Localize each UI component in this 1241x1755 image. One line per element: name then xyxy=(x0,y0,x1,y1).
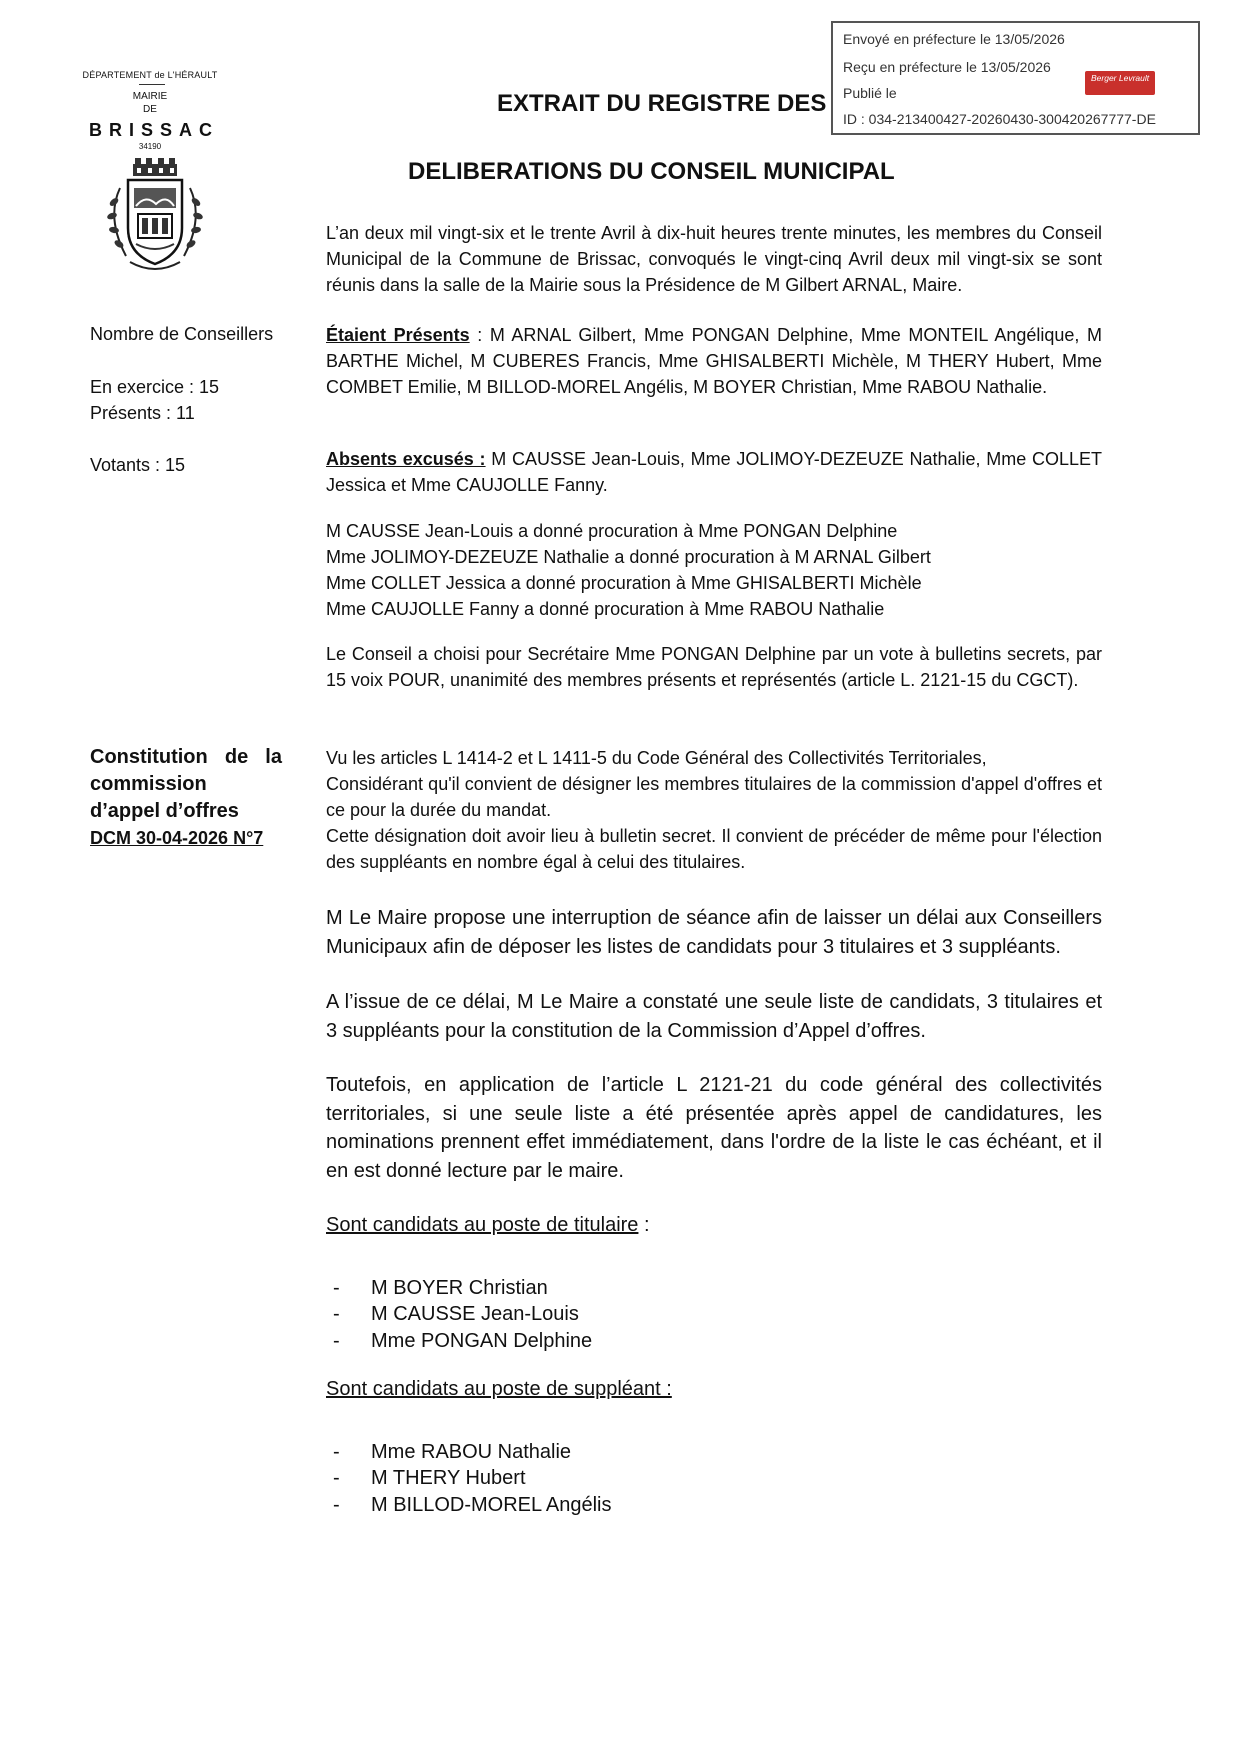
document-title: EXTRAIT DU REGISTRE DES xyxy=(497,90,827,117)
deliberation-legal-basis: Vu les articles L 1414-2 et L 1411-5 du Code Général des Collectivités Territoriales, Considérant qu'il convient de désigner les membres titulaires de la commission d'appel d'offres et ce pour la durée du mandat. Cette désignation doit avoir lieu à bulletin secret. Il convient de précéder de même pour l'élection des suppléants en nombre égal à celui des titulaires. xyxy=(326,748,1102,872)
in-office-count: En exercice : 15 xyxy=(90,377,220,397)
present-count: Présents : 11 xyxy=(90,403,195,423)
secretary-paragraph: Le Conseil a choisi pour Secrétaire Mme PONGAN Delphine par un vote à bulletins secrets, par 15 voix POUR, unanimité des membres présents et représentés (article L. 2121-15 du CGCT). xyxy=(326,644,1102,690)
suspension-paragraph: M Le Maire propose une interruption de séance afin de laisser un délai aux Conseillers Municipaux afin de déposer les listes de candidats pour 3 titulaires et 3 suppléants. xyxy=(326,907,1102,958)
suppleants-heading: Sont candidats au poste de suppléant : xyxy=(326,1378,672,1400)
stamp-received: Reçu en préfecture le 13/05/2026 xyxy=(843,59,1051,75)
legal-application-paragraph: Toutefois, en application de l’article L 2121-21 du code général des collectivités territoriales, si une seule liste a été présentée après appel de candidatures, les nominations prennent effet immédiatement, dans l'ordre de la liste le cas échéant, et il en est donné lecture par le maire. xyxy=(326,1074,1102,1182)
present-list: : M ARNAL Gilbert, Mme PONGAN Delphine, Mme MONTEIL Angélique, M BARTHE Michel, M CUBERES Francis, Mme GHISALBERTI Michèle, M THERY Hubert, Mme COMBET Emilie, M BILLOD-MOREL Angélis, M BOYER Christian, Mme RABOU Nathalie. xyxy=(326,325,1102,397)
proxy-line: M CAUSSE Jean-Louis a donné procuration à Mme PONGAN Delphine xyxy=(326,521,898,541)
absent-label: Absents excusés : xyxy=(326,449,486,469)
deliberation-subject: Constitution de la commission d’appel d’offres DCM 30-04-2026 N°7 xyxy=(90,744,282,852)
intro-paragraph: L’an deux mil vingt-six et le trente Avril à dix-huit heures trente minutes, les membres du Conseil Municipal de la Commune de Brissac, convoqués le vingt-cinq Avril deux mil vingt-six se sont réunis dans la salle de la Mairie sous la Présidence de M Gilbert ARNAL, Maire. xyxy=(326,223,1102,295)
list-item: - M THERY Hubert xyxy=(333,1467,526,1489)
proxy-line: Mme CAUJOLLE Fanny a donné procuration à Mme RABOU Nathalie xyxy=(326,599,885,619)
proxies-list xyxy=(326,518,1102,622)
single-list-paragraph: A l’issue de ce délai, M Le Maire a constaté une seule liste de candidats, 3 titulaires et 3 suppléants pour la constitution de la Commission d’Appel d’offres. xyxy=(326,991,1102,1042)
stamp-published: Publié le xyxy=(843,85,897,101)
coat-of-arms-icon xyxy=(100,158,210,278)
counsellors-label: Nombre de Conseillers xyxy=(90,324,274,344)
titulaires-heading: Sont candidats au poste de titulaire : xyxy=(326,1214,650,1236)
list-item: - M BOYER Christian xyxy=(333,1277,548,1299)
postcode: 34190 xyxy=(138,142,162,151)
list-item: - Mme PONGAN Delphine xyxy=(333,1330,593,1352)
absent-list: M CAUSSE Jean-Louis, Mme JOLIMOY-DEZEUZE Nathalie, Mme COLLET Jessica et Mme CAUJOLLE Fanny. xyxy=(326,449,1102,495)
list-item: - M CAUSSE Jean-Louis xyxy=(333,1303,579,1325)
list-item: - Mme RABOU Nathalie xyxy=(333,1441,572,1463)
proxy-line: Mme JOLIMOY-DEZEUZE Nathalie a donné procuration à M ARNAL Gilbert xyxy=(326,547,931,567)
list-item: - M BILLOD-MOREL Angélis xyxy=(333,1494,612,1516)
department-name: DÉPARTEMENT de L'HÉRAULT xyxy=(82,70,218,80)
town-name: BRISSAC xyxy=(88,120,219,140)
voters-count: Votants : 15 xyxy=(90,455,186,475)
present-paragraph xyxy=(326,322,1102,400)
absent-paragraph xyxy=(326,446,1102,498)
document-subtitle: DELIBERATIONS DU CONSEIL MUNICIPAL xyxy=(408,158,895,185)
deliberation-reference: DCM 30-04-2026 N°7 xyxy=(90,828,264,848)
stamp-sent: Envoyé en préfecture le 13/05/2026 xyxy=(843,31,1065,47)
prefecture-stamp xyxy=(831,21,1200,135)
present-label: Étaient Présents xyxy=(326,325,470,345)
berger-levrault-logo: Berger Levrault xyxy=(1085,71,1155,95)
stamp-id: ID : 034-213400427-20260430-300420267777-DE xyxy=(843,111,1156,127)
header-divider xyxy=(139,84,165,85)
mairie-label: MAIRIE DE xyxy=(132,91,168,115)
proxy-line: Mme COLLET Jessica a donné procuration à Mme GHISALBERTI Michèle xyxy=(326,573,922,593)
